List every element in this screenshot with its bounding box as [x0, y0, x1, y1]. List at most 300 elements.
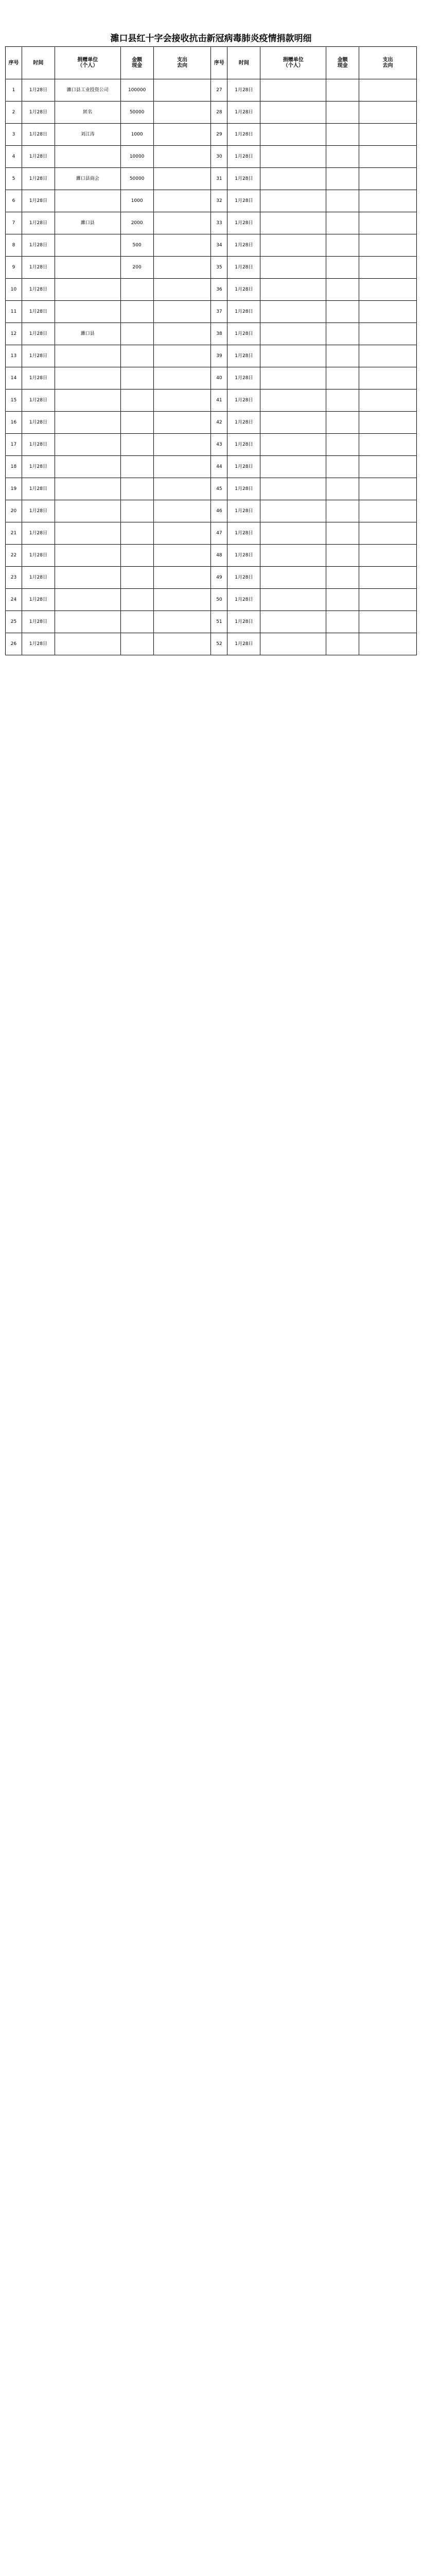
cell-date: 1月28日 [227, 545, 260, 567]
cell-amount [326, 190, 359, 212]
cell-donor [55, 633, 120, 655]
cell-donor [55, 345, 120, 367]
cell-amount [326, 389, 359, 412]
cell-amount [120, 345, 153, 367]
table-row [6, 101, 417, 124]
cell-amount: 1000 [120, 190, 153, 212]
cell-amount [326, 279, 359, 301]
cell-purpose [153, 234, 211, 257]
cell-amount: 1000 [120, 124, 153, 146]
cell-date: 1月28日 [227, 567, 260, 589]
register-sheet [5, 46, 417, 655]
cell-seq: 13 [6, 345, 22, 367]
cell-amount [120, 522, 153, 545]
cell-date: 1月28日 [227, 633, 260, 655]
cell-donor [55, 589, 120, 611]
cell-purpose [359, 478, 417, 500]
table-row [6, 323, 417, 345]
cell-donor: 刘江涛 [55, 124, 120, 146]
cell-donor [260, 345, 326, 367]
table-row [6, 545, 417, 567]
cell-date: 1月28日 [22, 234, 55, 257]
cell-seq: 46 [211, 500, 227, 522]
cell-amount [326, 79, 359, 101]
cell-seq: 4 [6, 146, 22, 168]
cell-date: 1月28日 [22, 545, 55, 567]
cell-purpose [359, 389, 417, 412]
cell-date: 1月28日 [227, 146, 260, 168]
cell-donor [55, 412, 120, 434]
cell-donor [55, 567, 120, 589]
cell-date: 1月28日 [22, 124, 55, 146]
cell-seq: 16 [6, 412, 22, 434]
cell-amount [120, 367, 153, 389]
cell-date: 1月28日 [227, 323, 260, 345]
cell-purpose [153, 478, 211, 500]
cell-donor [260, 279, 326, 301]
cell-seq: 35 [211, 257, 227, 279]
cell-purpose [359, 633, 417, 655]
cell-purpose [359, 257, 417, 279]
cell-seq: 47 [211, 522, 227, 545]
cell-purpose [153, 124, 211, 146]
cell-donor [260, 522, 326, 545]
cell-purpose [359, 101, 417, 124]
cell-amount [120, 589, 153, 611]
cell-amount: 100000 [120, 79, 153, 101]
cell-date: 1月28日 [227, 611, 260, 633]
cell-seq: 33 [211, 212, 227, 234]
cell-amount [326, 434, 359, 456]
cell-seq: 45 [211, 478, 227, 500]
cell-date: 1月28日 [22, 367, 55, 389]
cell-amount [326, 633, 359, 655]
cell-amount: 2000 [120, 212, 153, 234]
table-row [6, 257, 417, 279]
cell-amount [120, 611, 153, 633]
cell-seq: 29 [211, 124, 227, 146]
header-donor: 捐赠单位 （个人） [55, 47, 120, 79]
cell-amount [326, 146, 359, 168]
cell-date: 1月28日 [227, 79, 260, 101]
header-date: 时间 [227, 47, 260, 79]
cell-donor [260, 589, 326, 611]
cell-amount [326, 301, 359, 323]
header-date: 时间 [22, 47, 55, 79]
cell-date: 1月28日 [227, 212, 260, 234]
cell-purpose [359, 545, 417, 567]
cell-purpose [153, 190, 211, 212]
cell-amount [326, 412, 359, 434]
cell-seq: 49 [211, 567, 227, 589]
cell-purpose [359, 567, 417, 589]
cell-donor [260, 611, 326, 633]
cell-purpose [359, 456, 417, 478]
cell-amount [326, 323, 359, 345]
cell-seq: 21 [6, 522, 22, 545]
cell-donor [55, 478, 120, 500]
cell-purpose [153, 633, 211, 655]
cell-purpose [359, 323, 417, 345]
cell-donor [260, 124, 326, 146]
cell-purpose [153, 567, 211, 589]
cell-seq: 43 [211, 434, 227, 456]
table-row [6, 500, 417, 522]
cell-donor [55, 522, 120, 545]
cell-donor [55, 500, 120, 522]
cell-donor [260, 168, 326, 190]
cell-seq: 24 [6, 589, 22, 611]
cell-donor [260, 500, 326, 522]
cell-purpose [359, 168, 417, 190]
cell-date: 1月28日 [22, 323, 55, 345]
cell-donor [260, 146, 326, 168]
cell-purpose [153, 389, 211, 412]
cell-amount [120, 434, 153, 456]
header-purpose: 支出 去向 [153, 47, 211, 79]
cell-amount [120, 301, 153, 323]
cell-seq: 23 [6, 567, 22, 589]
cell-amount [120, 500, 153, 522]
cell-date: 1月28日 [227, 456, 260, 478]
cell-purpose [359, 279, 417, 301]
cell-purpose [359, 345, 417, 367]
cell-donor [55, 301, 120, 323]
page-title: 濉口县红十字会接收抗击新冠病毒肺炎疫情捐款明细 [110, 33, 312, 44]
cell-amount [120, 545, 153, 567]
cell-seq: 20 [6, 500, 22, 522]
table-row [6, 633, 417, 655]
cell-seq: 30 [211, 146, 227, 168]
cell-amount [326, 212, 359, 234]
cell-date: 1月28日 [227, 412, 260, 434]
cell-seq: 18 [6, 456, 22, 478]
cell-purpose [359, 79, 417, 101]
table-row [6, 589, 417, 611]
cell-seq: 8 [6, 234, 22, 257]
cell-donor [55, 279, 120, 301]
cell-date: 1月28日 [227, 367, 260, 389]
table-row [6, 389, 417, 412]
cell-date: 1月28日 [227, 389, 260, 412]
cell-amount [120, 389, 153, 412]
cell-purpose [153, 279, 211, 301]
cell-amount [326, 168, 359, 190]
table-row [6, 456, 417, 478]
cell-seq: 14 [6, 367, 22, 389]
cell-seq: 22 [6, 545, 22, 567]
cell-date: 1月28日 [22, 611, 55, 633]
cell-amount: 50000 [120, 101, 153, 124]
cell-purpose [153, 79, 211, 101]
cell-seq: 50 [211, 589, 227, 611]
cell-date: 1月28日 [227, 101, 260, 124]
cell-amount [326, 257, 359, 279]
cell-seq: 28 [211, 101, 227, 124]
cell-seq: 6 [6, 190, 22, 212]
cell-date: 1月28日 [22, 101, 55, 124]
cell-amount [326, 456, 359, 478]
cell-purpose [359, 367, 417, 389]
table-row [6, 478, 417, 500]
table-row [6, 79, 417, 101]
table-row [6, 567, 417, 589]
cell-seq: 12 [6, 323, 22, 345]
cell-donor [260, 301, 326, 323]
cell-donor [55, 456, 120, 478]
cell-seq: 44 [211, 456, 227, 478]
cell-seq: 9 [6, 257, 22, 279]
cell-purpose [153, 434, 211, 456]
cell-donor [260, 545, 326, 567]
cell-donor [260, 478, 326, 500]
table-row [6, 412, 417, 434]
table-row [6, 301, 417, 323]
cell-seq: 48 [211, 545, 227, 567]
cell-purpose [359, 412, 417, 434]
cell-purpose [359, 434, 417, 456]
cell-seq: 39 [211, 345, 227, 367]
cell-donor [55, 389, 120, 412]
cell-seq: 32 [211, 190, 227, 212]
cell-date: 1月28日 [227, 478, 260, 500]
cell-donor [55, 545, 120, 567]
cell-donor [260, 434, 326, 456]
cell-amount: 500 [120, 234, 153, 257]
cell-seq: 1 [6, 79, 22, 101]
cell-date: 1月28日 [22, 345, 55, 367]
cell-seq: 25 [6, 611, 22, 633]
header-seq: 序号 [211, 47, 227, 79]
cell-seq: 42 [211, 412, 227, 434]
cell-purpose [359, 589, 417, 611]
cell-donor [260, 212, 326, 234]
cell-amount [326, 522, 359, 545]
table-row [6, 345, 417, 367]
cell-seq: 3 [6, 124, 22, 146]
header-seq: 序号 [6, 47, 22, 79]
cell-date: 1月28日 [22, 412, 55, 434]
table-row [6, 168, 417, 190]
cell-purpose [153, 345, 211, 367]
cell-seq: 11 [6, 301, 22, 323]
cell-donor: 濉口县 [55, 323, 120, 345]
cell-seq: 7 [6, 212, 22, 234]
cell-date: 1月28日 [22, 589, 55, 611]
cell-purpose [153, 301, 211, 323]
cell-donor [260, 567, 326, 589]
cell-seq: 36 [211, 279, 227, 301]
cell-amount [326, 124, 359, 146]
cell-seq: 31 [211, 168, 227, 190]
cell-purpose [153, 323, 211, 345]
cell-donor [55, 257, 120, 279]
cell-amount [326, 101, 359, 124]
cell-purpose [359, 611, 417, 633]
cell-purpose [153, 456, 211, 478]
cell-amount: 50000 [120, 168, 153, 190]
table-row [6, 190, 417, 212]
cell-purpose [153, 500, 211, 522]
cell-seq: 51 [211, 611, 227, 633]
cell-seq: 17 [6, 434, 22, 456]
cell-seq: 10 [6, 279, 22, 301]
cell-seq: 38 [211, 323, 227, 345]
cell-seq: 15 [6, 389, 22, 412]
cell-date: 1月28日 [22, 212, 55, 234]
cell-date: 1月28日 [227, 190, 260, 212]
cell-purpose [153, 257, 211, 279]
cell-donor [55, 611, 120, 633]
cell-amount [120, 279, 153, 301]
cell-date: 1月28日 [22, 301, 55, 323]
cell-seq: 2 [6, 101, 22, 124]
cell-donor [260, 367, 326, 389]
cell-date: 1月28日 [22, 79, 55, 101]
cell-amount [120, 412, 153, 434]
cell-donor [55, 234, 120, 257]
cell-date: 1月28日 [227, 434, 260, 456]
cell-donor [55, 146, 120, 168]
cell-date: 1月28日 [227, 168, 260, 190]
cell-date: 1月28日 [22, 567, 55, 589]
cell-date: 1月28日 [22, 190, 55, 212]
cell-donor [260, 412, 326, 434]
cell-date: 1月28日 [22, 500, 55, 522]
table-row [6, 234, 417, 257]
cell-date: 1月28日 [227, 279, 260, 301]
cell-seq: 5 [6, 168, 22, 190]
cell-donor [55, 367, 120, 389]
cell-date: 1月28日 [22, 168, 55, 190]
header-purpose: 支出 去向 [359, 47, 417, 79]
cell-seq: 52 [211, 633, 227, 655]
cell-donor [260, 389, 326, 412]
cell-date: 1月28日 [22, 478, 55, 500]
header-amount: 金额 现金 [120, 47, 153, 79]
cell-amount [120, 567, 153, 589]
cell-purpose [153, 611, 211, 633]
cell-purpose [359, 212, 417, 234]
cell-donor: 匿名 [55, 101, 120, 124]
cell-donor [260, 79, 326, 101]
cell-donor [260, 257, 326, 279]
cell-date: 1月28日 [227, 124, 260, 146]
cell-seq: 37 [211, 301, 227, 323]
table-row [6, 434, 417, 456]
cell-donor [260, 101, 326, 124]
cell-purpose [359, 522, 417, 545]
cell-donor [55, 434, 120, 456]
cell-amount [120, 478, 153, 500]
header-donor: 捐赠单位 （个人） [260, 47, 326, 79]
cell-amount [326, 611, 359, 633]
cell-date: 1月28日 [22, 279, 55, 301]
cell-amount [326, 545, 359, 567]
cell-donor: 濉口县商会 [55, 168, 120, 190]
cell-date: 1月28日 [227, 500, 260, 522]
table-row [6, 212, 417, 234]
cell-purpose [153, 146, 211, 168]
cell-purpose [153, 589, 211, 611]
cell-date: 1月28日 [227, 301, 260, 323]
cell-amount: 10000 [120, 146, 153, 168]
cell-purpose [153, 522, 211, 545]
cell-date: 1月28日 [22, 146, 55, 168]
cell-donor [55, 190, 120, 212]
cell-seq: 34 [211, 234, 227, 257]
cell-seq: 41 [211, 389, 227, 412]
cell-purpose [359, 190, 417, 212]
cell-amount [326, 345, 359, 367]
cell-amount [326, 478, 359, 500]
table-row [6, 279, 417, 301]
cell-date: 1月28日 [227, 345, 260, 367]
cell-seq: 40 [211, 367, 227, 389]
header-row [6, 47, 417, 79]
cell-date: 1月28日 [227, 234, 260, 257]
cell-amount [326, 234, 359, 257]
cell-date: 1月28日 [22, 456, 55, 478]
cell-amount: 200 [120, 257, 153, 279]
cell-donor [260, 323, 326, 345]
cell-date: 1月28日 [22, 633, 55, 655]
cell-date: 1月28日 [227, 589, 260, 611]
cell-purpose [153, 412, 211, 434]
cell-purpose [153, 101, 211, 124]
table-row [6, 611, 417, 633]
cell-date: 1月28日 [22, 522, 55, 545]
header-amount: 金额 现金 [326, 47, 359, 79]
cell-amount [120, 323, 153, 345]
table-row [6, 367, 417, 389]
cell-purpose [359, 500, 417, 522]
register-table [5, 46, 417, 655]
cell-amount [120, 456, 153, 478]
cell-amount [120, 633, 153, 655]
cell-amount [326, 367, 359, 389]
cell-seq: 26 [6, 633, 22, 655]
cell-date: 1月28日 [227, 522, 260, 545]
cell-amount [326, 500, 359, 522]
cell-purpose [153, 367, 211, 389]
cell-purpose [359, 124, 417, 146]
cell-amount [326, 567, 359, 589]
cell-donor [260, 456, 326, 478]
cell-purpose [153, 168, 211, 190]
cell-donor: 濉口县工业投资公司 [55, 79, 120, 101]
cell-amount [326, 589, 359, 611]
cell-purpose [153, 545, 211, 567]
cell-seq: 27 [211, 79, 227, 101]
cell-seq: 19 [6, 478, 22, 500]
cell-donor [260, 190, 326, 212]
cell-donor [260, 234, 326, 257]
cell-donor [260, 633, 326, 655]
cell-date: 1月28日 [22, 257, 55, 279]
table-row [6, 124, 417, 146]
table-row [6, 522, 417, 545]
cell-date: 1月28日 [227, 257, 260, 279]
cell-purpose [359, 146, 417, 168]
cell-purpose [359, 301, 417, 323]
table-row [6, 146, 417, 168]
cell-purpose [359, 234, 417, 257]
cell-donor: 濉口县 [55, 212, 120, 234]
cell-date: 1月28日 [22, 434, 55, 456]
cell-purpose [153, 212, 211, 234]
cell-date: 1月28日 [22, 389, 55, 412]
